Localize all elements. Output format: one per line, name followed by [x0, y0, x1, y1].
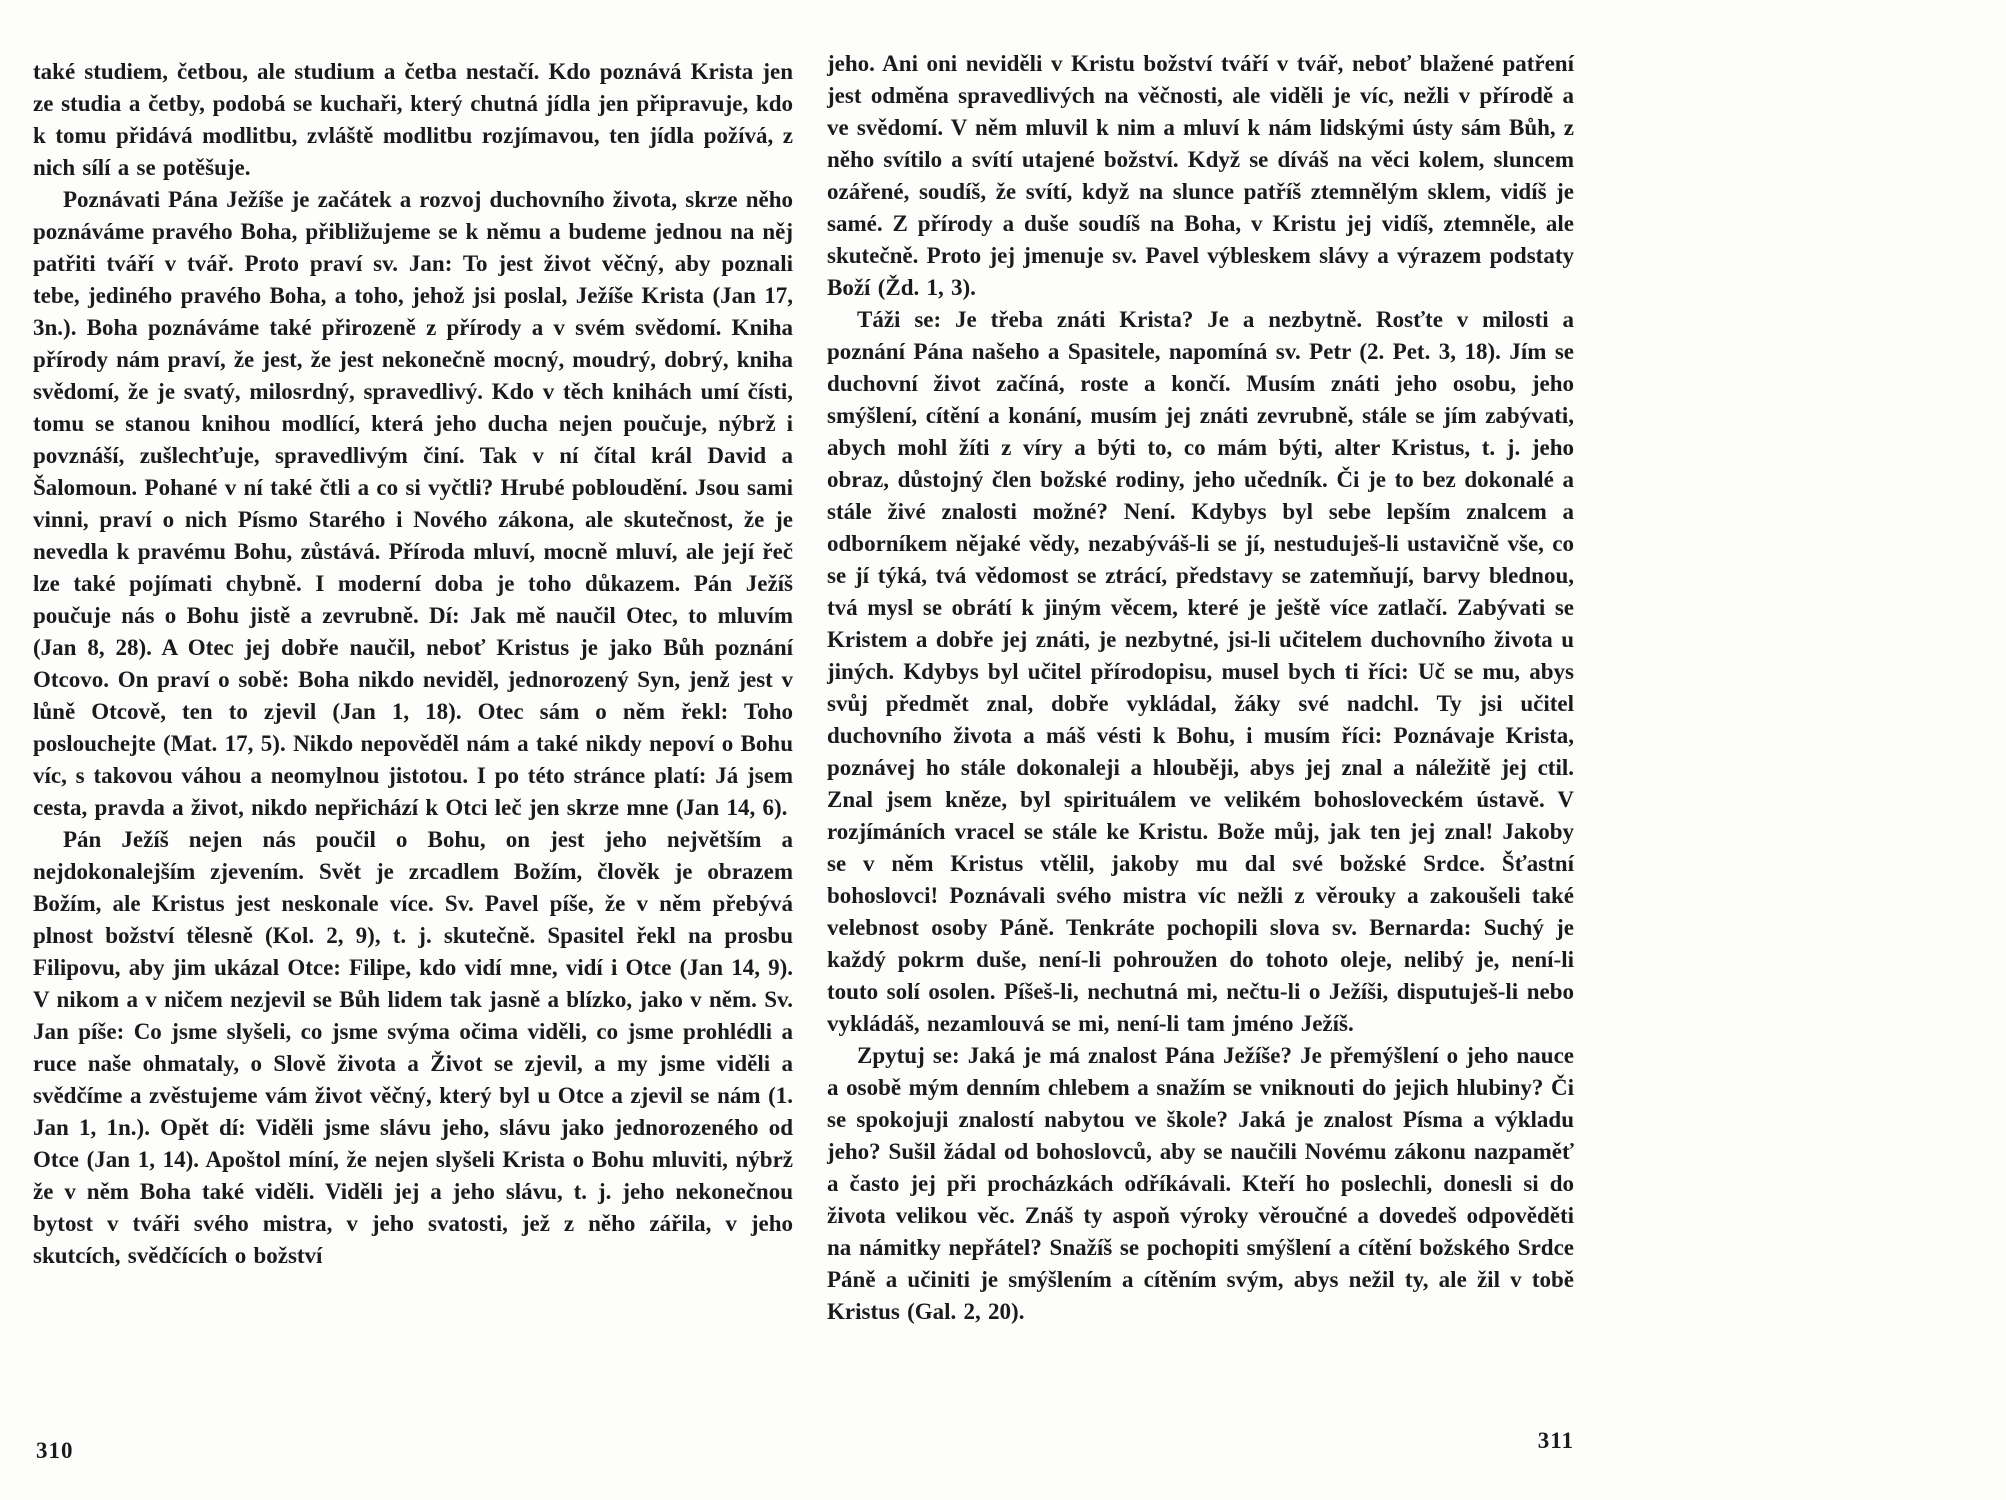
paragraph: Poznávati Pána Ježíše je začátek a rozvoj duchovního života, skrze něho poznáváme pravého Boha, přibližujeme se k němu a budeme jednou na něj patřiti tváří v tvář. Proto praví sv. Jan: To jest život věčný, aby poznali tebe, jediného pravého Boha, a toho, jehož jsi poslal, Ježíše Krista (Jan 17, 3n.). Boha poznáváme také přirozeně z přírody a v svém svědomí. Kniha přírody nám praví, že jest, že jest nekonečně mocný, moudrý, dobrý, kniha svědomí, že je svatý, milosrdný, spravedlivý. Kdo v těch knihách umí čísti, tomu se stanou knihou modlící, která jeho ducha nejen poučuje, nýbrž i povznáší, zušlechťuje, spravedlivým činí. Tak v ní čítal král David a Šalomoun. Pohané v ní také čtli a co si vyčtli? Hrubé pobloudění. Jsou sami vinni, praví o nich Písmo Starého i Nového zákona, ale skutečnost, že je nevedla k pravému Bohu, zůstává. Příroda mluví, mocně mluví, ale její řeč lze také pojímati chybně. I moderní doba je toho důkazem. Pán Ježíš poučuje nás o Bohu jistě a zevrubně. Dí: Jak mě naučil Otec, to mluvím (Jan 8, 28). A Otec jej dobře naučil, neboť Kristus je jako Bůh poznání Otcovo. On praví o sobě: Boha nikdo neviděl, jednorozený Syn, jenž jest v lůně Otcově, ten to zjevil (Jan 1, 18). Otec sám o něm řekl: Toho poslouchejte (Mat. 17, 5). Nikdo nepověděl nám a také nikdy nepoví o Bohu víc, s takovou váhou a neomylnou jistotou. I po této stránce platí: Já jsem cesta, pravda a život, nikdo nepřichází k Otci leč jen skrze mne (Jan 14, 6). — [33, 187, 793, 820]
page-number-left: 310 — [36, 1438, 74, 1463]
right-page-text-column — [827, 48, 1574, 1328]
left-page-text-column — [33, 56, 793, 1272]
page-number-right: 311 — [1537, 1428, 1574, 1453]
paragraph: také studiem, četbou, ale studium a četba nestačí. Kdo poznává Krista jen ze studia a četby, podobá se kuchaři, který chutná jídla jen připravuje, kdo k tomu přidává modlitbu, zvláště modlitbu rozjímavou, ten jídla požívá, z nich sílí a se potěšuje. — [33, 59, 793, 180]
paragraph: Táži se: Je třeba znáti Krista? Je a nezbytně. Rosťte v milosti a poznání Pána našeho a Spasitele, napomíná sv. Petr (2. Pet. 3, 18). Jím se duchovní život začíná, roste a končí. Musím znáti jeho osobu, jeho smýšlení, cítění a konání, musím jej znáti zevrubně, stále se jím zabývati, abych mohl žíti z víry a býti to, co mám býti, alter Kristus, t. j. jeho obraz, důstojný člen božské rodiny, jeho učedník. Či je to bez dokonalé a stále živé znalosti možné? Není. Kdybys byl sebe lepším znalcem a odborníkem nějaké vědy, nezabýváš-li se jí, nestuduješ-li ustavičně vše, co se jí týká, tvá vědomost se ztrácí, představy se zatemňují, barvy blednou, tvá mysl se obrátí k jiným věcem, které je ještě více zatlačí. Zabývati se Kristem a dobře jej znáti, je nezbytné, jsi-li učitelem duchovního života u jiných. Kdybys byl učitel přírodopisu, musel bych ti říci: Uč se mu, abys svůj předmět znal, dobře vykládal, žáky své nadchl. Ty jsi učitel duchovního života a máš vésti k Bohu, i musím říci: Poznávaje Krista, poznávej ho stále dokonaleji a hlouběji, abys jej znal a náležitě jej ctil. Znal jsem kněze, byl spirituálem ve velikém bohosloveckém ústavě. V rozjímáních vracel se stále ke Kristu. Bože můj, jak ten jej znal! Jakoby se v něm Kristus vtělil, jakoby mu dal své božské Srdce. Šťastní bohoslovci! Poznávali svého mistra víc nežli z věrouky a zakoušeli také velebnost osoby Páně. Tenkráte pochopili slova sv. Bernarda: Suchý je každý pokrm duše, není-li pohroužen do tohoto oleje, nelibý je, není-li touto solí osolen. Píšeš-li, nechutná mi, nečtu-li o Ježíši, disputuješ-li nebo vykládáš, nezamlouvá se mi, není-li tam jméno Ježíš. — [827, 307, 1574, 1036]
paragraph: jeho. Ani oni neviděli v Kristu božství tváří v tvář, neboť blažené patření jest odměna spravedlivých na věčnosti, ale viděli je víc, nežli v přírodě a ve svědomí. V něm mluvil k nim a mluví k nám lidskými ústy sám Bůh, z něho svítilo a svítí utajené božství. Když se díváš na věci kolem, sluncem ozářené, soudíš, že svítí, když na slunce patříš ztemnělým sklem, vidíš je samé. Z přírody a duše soudíš na Boha, v Kristu jej vidíš, ztemněle, ale skutečně. Proto jej jmenuje sv. Pavel výbleskem slávy a výrazem podstaty Boží (Žd. 1, 3). — [827, 51, 1574, 300]
paragraph: Pán Ježíš nejen nás poučil o Bohu, on jest jeho největším a nejdokonalejším zjevením. Svět je zrcadlem Božím, člověk je obrazem Božím, ale Kristus jest neskonale více. Sv. Pavel píše, že v něm přebývá plnost božství tělesně (Kol. 2, 9), t. j. skutečně. Spasitel řekl na prosbu Filipovu, aby jim ukázal Otce: Filipe, kdo vidí mne, vidí i Otce (Jan 14, 9). V nikom a v ničem nezjevil se Bůh lidem tak jasně a blízko, jako v něm. Sv. Jan píše: Co jsme slyšeli, co jsme svýma očima viděli, co jsme prohlédli a ruce naše ohmataly, o Slově života a Život se zjevil, a my jsme viděli a svědčíme a zvěstujeme vám život věčný, který byl u Otce a zjevil se nám (1. Jan 1, 1n.). Opět dí: Viděli jsme slávu jeho, slávu jako jednorozeného od Otce (Jan 1, 14). Apoštol míní, že nejen slyšeli Krista o Bohu mluviti, nýbrž že v něm Boha také viděli. Viděli jej a jeho slávu, t. j. jeho nekonečnou bytost v tváři svého mistra, v jeho svatosti, jež z něho zářila, v jeho skutcích, svědčících o božství — [33, 827, 793, 1268]
paragraph: Zpytuj se: Jaká je má znalost Pána Ježíše? Je přemýšlení o jeho nauce a osobě mým denním chlebem a snažím se vniknouti do jejich hlubiny? Či se spokojuji znalostí nabytou ve škole? Jaká je znalost Písma a výkladu jeho? Sušil žádal od bohoslovců, aby se naučili Novému zákonu nazpaměť a často jej při procházkách odříkávali. Kteří ho poslechli, donesli si do života velikou věc. Znáš ty aspoň výroky věroučné a dovedeš odpověděti na námitky nepřátel? Snažíš se pochopiti smýšlení a cítění božského Srdce Páně a učiniti je smýšlením a cítěním svým, abys nežil ty, ale žil v tobě Kristus (Gal. 2, 20). — [827, 1043, 1574, 1324]
